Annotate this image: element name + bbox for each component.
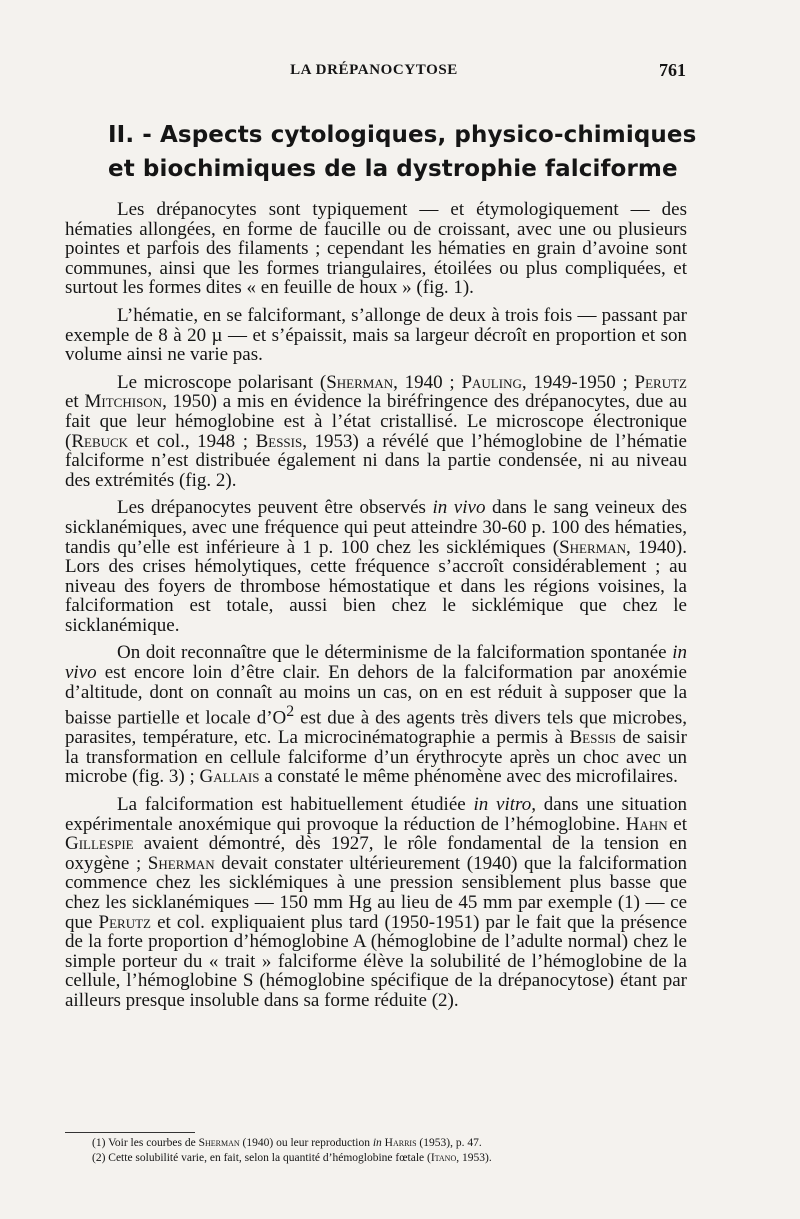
author-name: Harris [384,1137,417,1149]
author-name: Sherman [326,371,394,393]
author-name: Sherman [147,852,215,874]
italic-term: in [372,1137,382,1149]
author-name: Sherman [559,536,626,558]
italic-term: in vivo [432,497,486,519]
author-name: Gillespie [65,833,134,855]
author-name: Gallais [199,766,260,788]
text-run: dans le sang veineux des sicklanémiques, avec une fréquence qui peut atteindre 30-60 p. 100 des hématies, tandis qu’elle est inférieure à 1 p. 100 chez les sicklémiques ( [65,497,687,558]
author-name: Bessis [569,727,617,749]
text-run: La falciformation est habituellement étudiée [117,793,474,815]
footnote-2 [92,1151,692,1166]
text-run: (1953), p. 47. [416,1137,482,1149]
text-run: a constaté le même phénomène avec des microfilaires. [259,766,678,788]
text-run: , 1940). Lors des crises hémolytiques, cette fréquence s’accroît considérablement ; au niveau des foyers de thrombose hémostatique et dans les régions voisines, la falciformation est totale, aussi bien chez le sicklémique que chez le sicklanémique. [65,536,687,636]
text-run: , 1950) a mis en évidence la biréfringence des drépanocytes, due au fait que leur hémoglobine est à l’état cristallisé. Le microscope électronique ( [65,391,687,452]
text-run: est due à des agents très divers tels que microbes, parasites, température, etc. La microcinématographie a permis à [65,707,688,749]
section-heading-line-1: II. - Aspects cytologiques, physico-chimiques [108,122,697,148]
text-run: , 1953) a révélé que l’hémoglobine de l’hématie falciforme n’est distribuée également ni dans la partie condensée, ni au niveau des extrémités (fig. 2). [65,430,687,491]
footnote-divider [65,1132,195,1133]
paragraph-1: Les drépanocytes sont typiquement — et étymologiquement — des hématies allongées, en forme de faucille ou de croissant, avec une ou plusieurs pointes et parfois des filaments ; cependant les hématies en grain d’avoine sont communes, ainsi que les formes triangulaires, étoilées ou plus compliquées, et surtout les formes dites « en feuille de houx » (fig. 1). [65,199,687,299]
text-run: et col., 1948 ; [128,430,256,452]
paragraph-5 [65,643,687,786]
author-name: Bessis [255,430,303,452]
author-name: Sherman [198,1137,240,1149]
author-name: Rebuck [71,430,129,452]
italic-term: in vitro, [473,793,536,815]
text-run: et [65,391,85,413]
author-name: Perutz [98,911,151,933]
author-name: Pauling [461,371,522,393]
superscript: 2 [286,703,295,721]
text-run: Les drépanocytes peuvent être observés [117,497,433,519]
text-run: , 1953). [456,1152,492,1164]
body-text [65,200,687,1018]
text-run: devait constater ultérieurement (1940) que la falciformation commence chez les sicklémiques à une pression sensiblement plus basse que chez les sicklanémiques — 150 mm Hg au lieu de 45 mm par exemple (1) — ce que [65,852,687,933]
italic-term: in vivo [65,642,687,684]
text-run: On doit reconnaître que le déterminisme de la falciformation spontanée [117,642,673,664]
page-number: 761 [659,60,686,80]
section-heading-line-2: et biochimiques de la dystrophie falciforme [108,156,678,182]
section-heading [108,118,698,186]
author-name: Mitchison [84,391,163,413]
footnotes [92,1136,692,1166]
paragraph-2: L’hématie, en se falciformant, s’allonge de deux à trois fois — passant par exemple de 8 à 20 µ — et s’épaissit, mais sa largeur décroît en proportion et son volume ainsi ne varie pas. [65,304,687,366]
paragraph-6 [65,795,687,1011]
text-run: dans une situation expérimentale anoxémique qui provoque la réduction de l’hémoglobine. [65,793,687,835]
text-run: , 1940 ; [393,371,462,393]
running-title: LA DRÉPANOCYTOSE [290,62,458,78]
author-name: Perutz [634,371,687,393]
text-run: Le microscope polarisant ( [117,371,327,393]
page-header [62,62,686,86]
author-name: Hahn [625,813,668,835]
paragraph-3 [65,373,687,491]
text-run: de saisir la transformation en cellule falciforme d’un érythrocyte après un choc avec un microbe (fig. 3) ; [65,727,687,788]
paragraph-4 [65,498,687,635]
text-run: (1) Voir les courbes de [92,1137,199,1149]
author-name: Itano [430,1152,457,1164]
text-run: , 1949-1950 ; [521,371,635,393]
text-run: et [667,813,687,835]
text-run: est encore loin d’être clair. En dehors de la falciformation par anoxémie d’altitude, dont on connaît au moins un cas, on en est réduit à supposer que la baisse partielle et locale d’O [65,662,687,729]
text-run: (1940) ou leur reproduction [239,1137,373,1149]
text-run: (2) Cette solubilité varie, en fait, selon la quantité d’hémoglobine fœtale ( [92,1152,431,1164]
footnote-1 [92,1136,692,1151]
text-run: avaient démontré, dès 1927, le rôle fondamental de la tension en oxygène ; [65,833,687,874]
text-run: et col. expliquaient plus tard (1950-1951) par le fait que la présence de la forte proportion d’hémoglobine A (hémoglobine de l’adulte normal) chez le simple porteur du « trait » falciforme élève la solubilité de l’hémoglobine de la cellule, l’hémoglobine S (hémoglobine spécifique de la drépanocytose) étant par ailleurs presque insoluble dans sa forme réduite (2). [65,911,687,1011]
